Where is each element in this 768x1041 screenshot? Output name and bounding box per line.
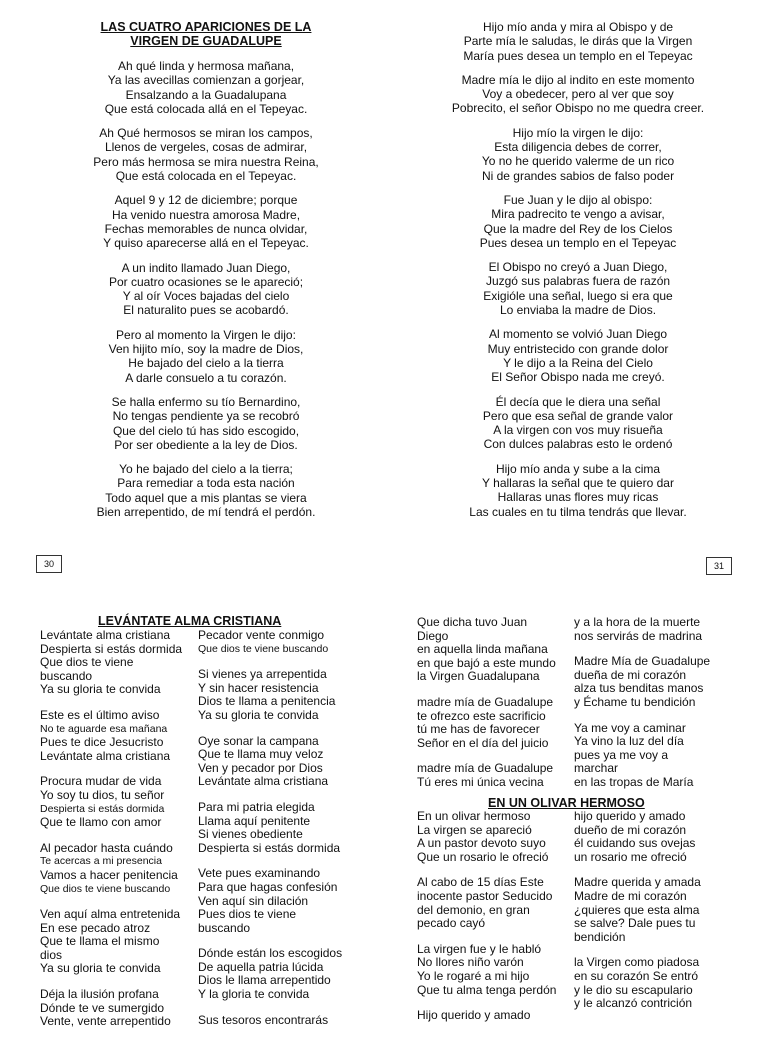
verse-line: Fue Juan y le dijo al obispo: <box>503 192 653 207</box>
stanza <box>418 395 738 452</box>
stanza <box>198 947 378 1001</box>
verse-line: Mira padrecito te vengo a avisar, <box>491 207 665 222</box>
verse-line: hijo querido y amado <box>574 809 686 823</box>
stanza <box>40 59 372 116</box>
stanza <box>417 876 567 930</box>
verse-line: Levántate alma cristiana <box>198 774 329 789</box>
verse-line: Madre querida y amada <box>574 875 701 890</box>
verse-line: Ya su gloria te convida <box>40 961 161 976</box>
verse-line: en que bajó a este mundo <box>417 655 556 670</box>
verse-line: Se halla enfermo su tío Bernardino, <box>111 394 301 409</box>
verse-line: Señor en el día del juicio <box>417 735 549 750</box>
stanza <box>198 735 378 789</box>
stanza <box>418 462 738 519</box>
verse-line: dueño de mi corazón <box>574 822 687 837</box>
verse-line: Que del cielo tú has sido escogido, <box>112 423 300 438</box>
verse-line: Bien arrepentido, de mí tendrá el perdón. <box>96 505 316 520</box>
verse-line: Ah qué linda y hermosa mañana, <box>117 59 295 73</box>
stanza <box>198 801 378 855</box>
verse-line: alza tus benditas manos <box>574 681 704 696</box>
verse-line: A un indito llamado Juan Diego, <box>121 260 291 275</box>
verse-line: Ven aquí sin dilación <box>198 893 309 908</box>
verse-line: Madre Mía de Guadalupe <box>574 654 711 669</box>
page-number-30: 30 <box>36 555 62 573</box>
verse-line: Pero que esa señal de grande valor <box>482 408 674 423</box>
verse-line: Que está colocada en el Tepeyac. <box>115 169 297 184</box>
stanza <box>574 956 734 1010</box>
verse-line: Voy a obedecer, pero al ver que soy <box>482 87 674 102</box>
verse-line: y Échame tu bendición <box>574 694 696 709</box>
verse-line: y le dio su escapulario <box>574 982 693 997</box>
verse-line: Sus tesoros encontrarás <box>198 1012 329 1027</box>
stanza <box>418 73 738 116</box>
verse-line: Que te llama el mismo <box>40 934 160 949</box>
verse-line: En un olivar hermoso <box>417 809 531 823</box>
verse-line: Él decía que le diera una señal <box>495 394 661 409</box>
verse-line: Y le dijo a la Reina del Cielo <box>503 355 653 370</box>
verse-line: No tengas pendiente ya se recobró <box>112 409 300 424</box>
verse-line: bendición <box>574 929 626 944</box>
verse-line: Que tu alma tenga perdón <box>417 982 557 997</box>
verse-line: Que dios te viene <box>40 655 134 670</box>
verse-line: Fechas memorables de nunca olvidar, <box>104 221 308 236</box>
verse-line: Con dulces palabras esto le ordenó <box>483 437 673 452</box>
hymn-column-3 <box>417 616 567 802</box>
verse-line: Para mi patria elegida <box>198 799 315 814</box>
stanza <box>40 462 372 519</box>
verse-line: Llenos de vergeles, cosas de admirar, <box>104 140 308 155</box>
verse-line: buscando <box>198 920 251 935</box>
verse-line: Despierta si estás dormida <box>198 840 341 855</box>
verse-line: En ese pecado atroz <box>40 920 151 935</box>
verse-line: Ya su gloria te convida <box>198 707 319 722</box>
verse-line: Madre de mi corazón <box>574 888 687 903</box>
verse-line: Ya las avecillas comienzan a gorjear, <box>107 73 305 88</box>
verse-line: Ya su gloria te convida <box>40 682 161 697</box>
verse-line: Pobrecito, el señor Obispo no me quedra creer. <box>451 101 705 116</box>
verse-line: en su corazón Se entró <box>574 968 699 983</box>
verse-line: Pues te dice Jesucristo <box>40 735 164 750</box>
verse-line: inocente pastor Seducido <box>417 888 553 903</box>
verse-line: y le alcanzó contrición <box>574 996 693 1011</box>
verse-line: Ven aquí alma entretenida <box>40 907 181 922</box>
verse-line: Vete pues examinando <box>198 866 321 881</box>
verse-line: Despierta si estás dormida <box>40 641 183 656</box>
verse-line: Este es el último aviso <box>40 707 160 722</box>
verse-line: Ya me voy a caminar <box>574 720 686 735</box>
verse-line: Levántate alma cristiana <box>40 628 171 642</box>
verse-line: Y quiso aparecerse allá en el Tepeyac. <box>103 236 309 251</box>
verse-line: A darle consuelo a tu corazón. <box>125 370 287 385</box>
verse-line: Y la gloria te convida <box>198 987 310 1002</box>
stanza <box>574 722 734 790</box>
stanza <box>40 988 190 1029</box>
verse-line: La virgen se apareció <box>417 822 532 837</box>
hymn-title-olivar: EN UN OLIVAR HERMOSO <box>488 796 645 810</box>
verse-line: No llores niño varón <box>417 955 524 970</box>
verse-line: Pues desea un templo en el Tepeyac <box>479 235 677 250</box>
stanza <box>574 810 734 864</box>
verse-line: te ofrezco este sacrificio <box>417 708 546 723</box>
verse-line: De aquella patria lúcida <box>198 959 324 974</box>
verse-line: dueña de mi corazón <box>574 667 687 682</box>
stanza <box>40 629 190 697</box>
stanza <box>417 616 567 684</box>
hymn-column-1 <box>40 629 190 1041</box>
verse-line: Te acercas a mi presencia <box>40 855 162 868</box>
stanza <box>418 20 738 63</box>
verse-line: en las tropas de María <box>574 774 694 789</box>
verse-line: tú me has de favorecer <box>417 722 540 737</box>
stanza <box>198 668 378 722</box>
verse-line: Llama aquí penitente <box>198 813 311 828</box>
stanza <box>40 261 372 318</box>
verse-line: Procura mudar de vida <box>40 774 162 789</box>
right-verses <box>418 20 738 519</box>
verse-line: María pues desea un templo en el Tepeyac <box>463 48 693 63</box>
poem-title-line: VIRGEN DE GUADALUPE <box>130 34 282 48</box>
stanza <box>418 126 738 183</box>
stanza <box>418 327 738 384</box>
verse-line: Al pecador hasta cuándo <box>40 840 173 855</box>
verse-line: un rosario me ofreció <box>574 849 687 864</box>
page-30-left-column <box>40 20 372 529</box>
verse-line: Hijo mío anda y mira al Obispo y de <box>482 20 674 34</box>
verse-line: El naturalito pues se acobardó. <box>123 303 289 318</box>
verse-line: Las cuales en tu tilma tendrás que llevar. <box>469 504 687 519</box>
poem-title-line: LAS CUATRO APARICIONES DE LA <box>100 20 312 34</box>
verse-line: la Virgen como piadosa <box>574 955 700 970</box>
poem-title <box>40 20 372 48</box>
stanza <box>40 126 372 183</box>
verse-line: Levántate alma cristiana <box>40 748 171 763</box>
verse-line: Muy entristecido con grande dolor <box>487 341 669 356</box>
verse-line: Vente, vente arrepentido <box>40 1014 171 1029</box>
verse-line: del demonio, en gran <box>417 902 530 917</box>
page-number-31: 31 <box>706 557 732 575</box>
hymn-column-4 <box>574 616 734 802</box>
verse-line: Dónde te ve sumergido <box>40 1000 165 1015</box>
verse-line: Dios le llama arrepentido <box>198 973 331 988</box>
verse-line: Lo enviaba la madre de Dios. <box>499 303 657 318</box>
verse-line: Hijo mío la virgen le dijo: <box>512 125 644 140</box>
verse-line: buscando <box>40 668 93 683</box>
verse-line: Que la madre del Rey de los Cielos <box>483 221 673 236</box>
olivar-column-left <box>417 810 567 1035</box>
verse-line: Pero más hermosa se mira nuestra Reina, <box>93 154 319 169</box>
page-31-right-column <box>418 20 738 529</box>
verse-line: Que dios te viene buscando <box>40 882 171 895</box>
verse-line: Yo le rogaré a mi hijo <box>417 968 530 983</box>
stanza <box>417 1009 567 1023</box>
verse-line: Que un rosario le ofreció <box>417 849 549 864</box>
verse-line: Y hallaras la señal que te quiero dar <box>482 476 674 491</box>
verse-line: Dónde están los escogidos <box>198 946 343 961</box>
stanza <box>40 709 190 763</box>
verse-line: A un pastor devoto suyo <box>417 836 546 851</box>
verse-line: Si vienes obediente <box>198 827 303 842</box>
stanza <box>417 810 567 864</box>
verse-line: y a la hora de la muerte <box>574 615 701 629</box>
stanza <box>574 616 734 643</box>
verse-line: Y al oír Voces bajadas del cielo <box>122 289 290 304</box>
verse-line: Ven hijito mío, soy la madre de Dios, <box>108 342 304 357</box>
verse-line: madre mía de Guadalupe <box>417 694 554 709</box>
verse-line: pecado cayó <box>417 916 486 931</box>
verse-line: No te aguarde esa mañana <box>40 722 168 735</box>
verse-line: Diego <box>417 628 449 643</box>
verse-line: marchar <box>574 761 619 776</box>
verse-line: Hallaras unas flores muy ricas <box>497 490 659 505</box>
stanza <box>40 395 372 452</box>
verse-line: Si vienes ya arrepentida <box>198 667 327 682</box>
verse-line: Por ser obediente a la ley de Dios. <box>114 437 298 452</box>
verse-line: Ni de grandes sabios de falso poder <box>481 168 675 183</box>
verse-line: nos servirás de madrina <box>574 628 703 643</box>
stanza <box>198 629 378 656</box>
verse-line: Aquel 9 y 12 de diciembre; porque <box>114 193 298 208</box>
stanza <box>418 193 738 250</box>
verse-line: He bajado del cielo a la tierra <box>128 356 284 371</box>
verse-line: El Señor Obispo nada me creyó. <box>491 370 665 385</box>
verse-line: Ha venido nuestra amorosa Madre, <box>111 207 301 222</box>
verse-line: Que está colocada allá en el Tepeyac. <box>104 101 308 116</box>
verse-line: Yo soy tu dios, tu señor <box>40 787 165 802</box>
hymn-column-2 <box>198 629 378 1039</box>
stanza <box>198 867 378 935</box>
verse-line: Todo aquel que a mis plantas se viera <box>105 490 307 505</box>
left-verses <box>40 59 372 519</box>
verse-line: Al momento se volvió Juan Diego <box>488 327 668 342</box>
verse-line: Pero al momento la Virgen le dijo: <box>116 327 296 342</box>
verse-line: Yo he bajado del cielo a la tierra; <box>119 462 293 477</box>
verse-line: Madre mía le dijo al indito en este momento <box>461 72 695 87</box>
verse-line: Juzgó sus palabras fuera de razón <box>485 274 671 289</box>
verse-line: Déja la ilusión profana <box>40 987 159 1002</box>
verse-line: Que dios te viene buscando <box>198 642 329 655</box>
verse-line: pues ya me voy a <box>574 747 669 762</box>
verse-line: ¿quieres que esta alma <box>574 902 700 917</box>
verse-line: Ven y pecador por Dios <box>198 760 323 775</box>
verse-line: Dios te llama a penitencia <box>198 694 336 709</box>
verse-line: Ya vino la luz del día <box>574 734 684 749</box>
stanza <box>40 193 372 250</box>
verse-line: dios <box>40 947 63 962</box>
stanza <box>574 655 734 709</box>
verse-line: Hijo mío anda y sube a la cima <box>495 461 661 476</box>
verse-line: Que dicha tuvo Juan <box>417 615 528 629</box>
stanza <box>40 328 372 385</box>
verse-line: Hijo querido y amado <box>417 1008 531 1023</box>
verse-line: Tú eres mi única vecina <box>417 774 544 789</box>
verse-line: El Obispo no creyó a Juan Diego, <box>488 260 668 275</box>
verse-line: Que te llama muy veloz <box>198 747 324 762</box>
verse-line: Por cuatro ocasiones se le apareció; <box>108 274 304 289</box>
olivar-column-right <box>574 810 734 1023</box>
verse-line: Esta diligencia debes de correr, <box>494 140 662 155</box>
verse-line: A la virgen con vos muy risueña <box>493 423 663 438</box>
verse-line: Parte mía le saludas, le dirás que la Virgen <box>463 34 693 49</box>
stanza <box>417 762 567 789</box>
stanza <box>417 696 567 750</box>
stanza <box>40 775 190 829</box>
verse-line: Y sin hacer resistencia <box>198 680 319 695</box>
verse-line: Que te llamo con amor <box>40 815 162 830</box>
stanza <box>418 260 738 317</box>
verse-line: Oye sonar la campana <box>198 733 319 748</box>
verse-line: madre mía de Guadalupe <box>417 761 554 776</box>
hymn-title-levantate: LEVÁNTATE ALMA CRISTIANA <box>98 614 282 628</box>
verse-line: Para que hagas confesión <box>198 879 338 894</box>
verse-line: se salve? Dale pues tu <box>574 916 696 931</box>
verse-line: Despierta si estás dormida <box>40 802 165 815</box>
verse-line: la Virgen Guadalupana <box>417 669 540 684</box>
verse-line: él cuidando sus ovejas <box>574 836 696 851</box>
verse-line: Ensalzando a la Guadalupana <box>125 87 287 102</box>
verse-line: en aquella linda mañana <box>417 642 548 657</box>
verse-line: Exigióle una señal, luego si era que <box>483 288 673 303</box>
verse-line: Vamos a hacer penitencia <box>40 867 178 882</box>
stanza <box>40 842 190 896</box>
verse-line: Pecador vente conmigo <box>198 628 325 642</box>
verse-line: Para remediar a toda esta nación <box>117 476 295 491</box>
verse-line: Ah Qué hermosos se miran los campos, <box>99 126 313 141</box>
verse-line: La virgen fue y le habló <box>417 941 542 956</box>
stanza <box>417 943 567 997</box>
stanza <box>40 908 190 976</box>
verse-line: Al cabo de 15 días Este <box>417 875 544 890</box>
stanza <box>198 1014 378 1028</box>
stanza <box>574 876 734 944</box>
verse-line: Yo no he querido valerme de un rico <box>481 154 675 169</box>
verse-line: Pues dios te viene <box>198 907 297 922</box>
